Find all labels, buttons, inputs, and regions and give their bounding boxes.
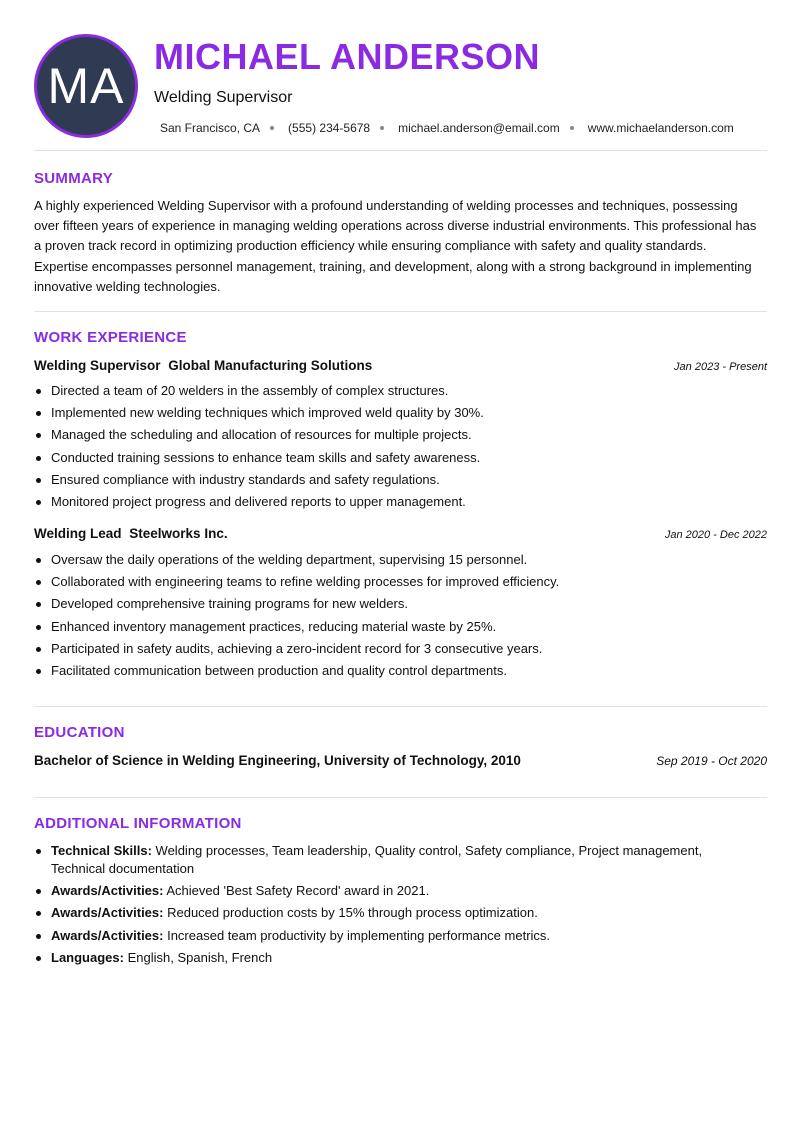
education-dates: Sep 2019 - Oct 2020 bbox=[656, 754, 767, 768]
divider bbox=[34, 797, 767, 798]
list-item: Monitored project progress and delivered reports to upper management. bbox=[34, 493, 764, 515]
list-item: Collaborated with engineering teams to refine welding processes for improved efficiency. bbox=[34, 573, 764, 595]
item-label: Awards/Activities: bbox=[51, 905, 164, 921]
list-item: Implemented new welding techniques which improved weld quality by 30%. bbox=[34, 404, 764, 426]
list-item bbox=[34, 882, 734, 900]
contact-phone: (555) 234-5678 bbox=[288, 121, 371, 135]
list-item: Conducted training sessions to enhance team skills and safety awareness. bbox=[34, 449, 764, 471]
summary-heading: SUMMARY bbox=[34, 170, 114, 187]
list-item: Participated in safety audits, achieving a zero-incident record for 3 consecutive years. bbox=[34, 640, 764, 662]
contact-info bbox=[160, 121, 734, 135]
work-experience-heading: WORK EXPERIENCE bbox=[34, 329, 187, 346]
item-text: Achieved 'Best Safety Record' award in 2021. bbox=[166, 883, 430, 899]
job-title-company bbox=[34, 358, 372, 373]
list-item: Facilitated communication between production and quality control departments. bbox=[34, 662, 764, 684]
avatar-initials: MA bbox=[47, 58, 125, 114]
education-entry bbox=[34, 753, 767, 768]
item-label: Awards/Activities: bbox=[51, 883, 164, 899]
job-title-company bbox=[34, 526, 228, 541]
item-label: Technical Skills: bbox=[51, 843, 152, 858]
item-text: Increased team productivity by implementing performance metrics. bbox=[167, 927, 551, 943]
separator-dot bbox=[380, 126, 384, 130]
contact-website: www.michaelanderson.com bbox=[587, 121, 734, 135]
item-label: Languages: bbox=[51, 949, 124, 965]
item-text: Welding processes, Team leadership, Quality control, Safety compliance, Project management, Technical documentation bbox=[51, 843, 703, 876]
list-item: Enhanced inventory management practices, reducing material waste by 25%. bbox=[34, 618, 764, 640]
divider bbox=[34, 150, 767, 151]
job-header bbox=[34, 358, 767, 373]
list-item: Oversaw the daily operations of the welding department, supervising 15 personnel. bbox=[34, 551, 764, 573]
job-dates: Jan 2020 - Dec 2022 bbox=[664, 529, 767, 541]
job-header bbox=[34, 526, 767, 541]
job-dates: Jan 2023 - Present bbox=[674, 361, 767, 373]
list-item bbox=[34, 927, 734, 945]
list-item bbox=[34, 949, 734, 967]
list-item bbox=[34, 904, 734, 922]
additional-info-list bbox=[34, 842, 734, 971]
job-company: Steelworks Inc. bbox=[129, 526, 228, 541]
list-item: Managed the scheduling and allocation of resources for multiple projects. bbox=[34, 426, 764, 448]
avatar bbox=[34, 34, 138, 138]
job-role: Welding Lead bbox=[34, 526, 122, 541]
job-role: Welding Supervisor bbox=[34, 358, 161, 373]
separator-dot bbox=[570, 126, 574, 130]
divider bbox=[34, 311, 767, 312]
item-text: Reduced production costs by 15% through process optimization. bbox=[167, 905, 538, 921]
contact-location: San Francisco, CA bbox=[160, 121, 261, 135]
item-label: Awards/Activities: bbox=[51, 927, 164, 943]
education-heading: EDUCATION bbox=[34, 724, 125, 741]
contact-email: michael.anderson@email.com bbox=[398, 121, 560, 135]
education-degree: Bachelor of Science in Welding Engineering, University of Technology, 2010 bbox=[34, 753, 521, 768]
job-company: Global Manufacturing Solutions bbox=[168, 358, 373, 373]
list-item: Directed a team of 20 welders in the assembly of complex structures. bbox=[34, 382, 764, 404]
list-item: Ensured compliance with industry standards and safety regulations. bbox=[34, 471, 764, 493]
list-item: Developed comprehensive training programs for new welders. bbox=[34, 595, 764, 617]
candidate-name: MICHAEL ANDERSON bbox=[154, 36, 541, 77]
list-item bbox=[34, 842, 734, 878]
divider bbox=[34, 706, 767, 707]
job-bullets bbox=[34, 382, 764, 515]
job-bullets bbox=[34, 551, 764, 684]
separator-dot bbox=[270, 126, 274, 130]
summary-text: A highly experienced Welding Supervisor with a profound understanding of welding processes and techniques, possessing over fifteen years of experience in managing welding operations across diverse industrial environments. This professional has a proven track record in optimizing production efficiency while ensuring compliance with safety and quality standards. Expertise encompasses personnel management, training, and development, along with a strong background in implementing innovative welding technologies. bbox=[34, 198, 757, 294]
item-text: English, Spanish, French bbox=[127, 949, 273, 965]
job-title: Welding Supervisor bbox=[154, 89, 293, 106]
additional-info-heading: ADDITIONAL INFORMATION bbox=[34, 815, 242, 832]
